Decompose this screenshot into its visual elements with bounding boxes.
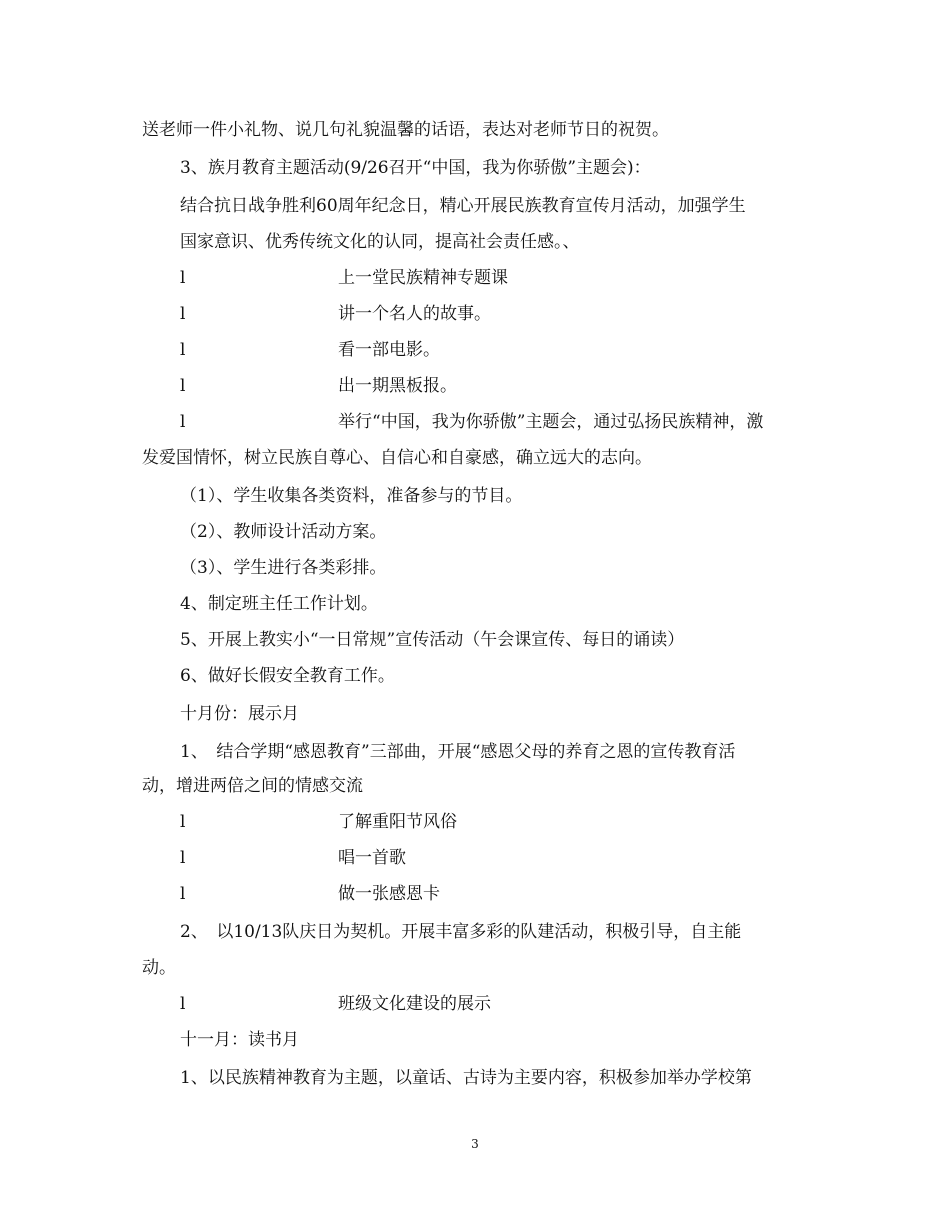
text-line: 1、以民族精神教育为主题，以童话、古诗为主要内容，积极参加举办学校第 bbox=[180, 1068, 752, 1088]
page-number: 3 bbox=[471, 1137, 479, 1151]
bullet-item: 班级文化建设的展示 bbox=[338, 994, 491, 1014]
text-line: 发爱国情怀，树立民族自尊心、自信心和自豪感，确立远大的志向。 bbox=[142, 448, 652, 468]
text-line: 5、开展上教实小“一日常规”宣传活动（午会课宣传、每日的诵读） bbox=[180, 630, 685, 650]
section-heading: 十一月：读书月 bbox=[180, 1030, 299, 1050]
bullet-item: 唱一首歌 bbox=[338, 848, 406, 868]
text-line: 6、做好长假安全教育工作。 bbox=[180, 666, 395, 686]
bullet-marker: l bbox=[180, 994, 186, 1014]
bullet-item: 看一部电影。 bbox=[338, 340, 440, 360]
bullet-marker: l bbox=[180, 848, 186, 868]
bullet-marker: l bbox=[180, 340, 186, 360]
text-line: 2、 以10/13队庆日为契机。开展丰富多彩的队建活动，积极引导，自主能 bbox=[180, 922, 742, 942]
text-line: （1）、学生收集各类资料，准备参与的节目。 bbox=[180, 486, 523, 506]
text-line: 动。 bbox=[142, 958, 176, 978]
section-heading: 十月份：展示月 bbox=[180, 704, 299, 724]
text-line: （2）、教师设计活动方案。 bbox=[180, 522, 387, 542]
bullet-marker: l bbox=[180, 884, 186, 904]
text-line: 送老师一件小礼物、说几句礼貌温馨的话语，表达对老师节日的祝贺。 bbox=[142, 120, 669, 140]
bullet-marker: l bbox=[180, 412, 186, 432]
bullet-marker: l bbox=[180, 376, 186, 396]
bullet-item: 举行“中国，我为你骄傲”主题会，通过弘扬民族精神，激 bbox=[338, 412, 764, 432]
bullet-item: 做一张感恩卡 bbox=[338, 884, 440, 904]
text-line: 1、 结合学期“感恩教育”三部曲，开展“感恩父母的养育之恩的宣传教育活 bbox=[180, 742, 736, 762]
text-line: 动，增进两倍之间的情感交流 bbox=[142, 776, 363, 796]
bullet-item: 出一期黑板报。 bbox=[338, 376, 457, 396]
bullet-item: 讲一个名人的故事。 bbox=[338, 304, 491, 324]
bullet-marker: l bbox=[180, 268, 186, 288]
bullet-marker: l bbox=[180, 812, 186, 832]
text-line: 国家意识、优秀传统文化的认同，提高社会责任感。、 bbox=[180, 232, 580, 252]
bullet-item: 上一堂民族精神专题课 bbox=[338, 268, 508, 288]
text-line: 3、族月教育主题活动(9/26召开“中国，我为你骄傲”主题会)： bbox=[180, 158, 651, 178]
text-line: （3）、学生进行各类彩排。 bbox=[180, 558, 387, 578]
bullet-item: 了解重阳节风俗 bbox=[338, 812, 457, 832]
text-line: 4、制定班主任工作计划。 bbox=[180, 594, 378, 614]
bullet-marker: l bbox=[180, 304, 186, 324]
text-line: 结合抗日战争胜利60周年纪念日，精心开展民族教育宣传月活动，加强学生 bbox=[180, 196, 746, 216]
